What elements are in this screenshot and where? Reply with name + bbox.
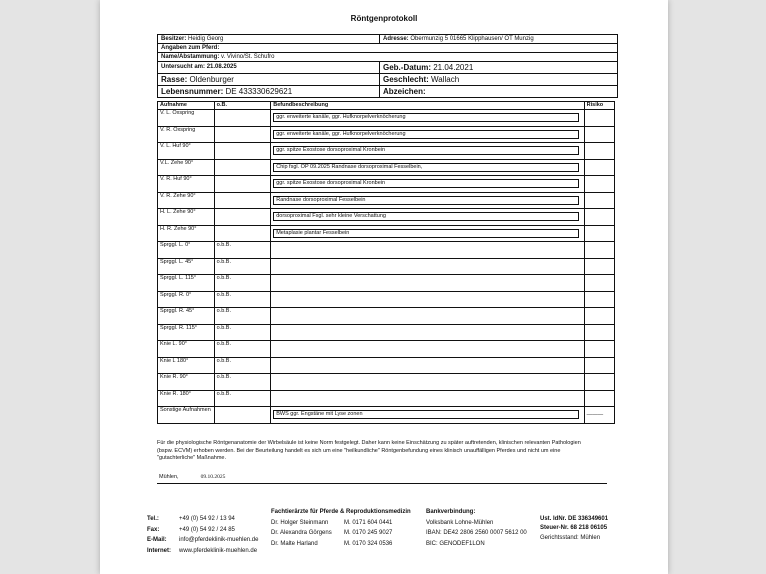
exam-date-value: 21.08.2025 [206, 64, 237, 70]
table-row [158, 159, 615, 176]
table-row [158, 341, 615, 358]
cell-risiko [584, 110, 614, 127]
horse-section-label: Angaben zum Pferd: [161, 45, 220, 51]
cell-ob [214, 407, 271, 424]
cell-risiko [584, 242, 614, 259]
cell-befund [271, 192, 584, 209]
cell-risiko [584, 291, 614, 308]
col-header-ob: o.B. [214, 102, 271, 110]
cell-aufnahme: Sprggl. R. 0° [158, 291, 215, 308]
cell-ob [214, 176, 271, 193]
table-row [158, 390, 615, 407]
owner-value: Heidig Georg [188, 36, 224, 42]
signature-rule [157, 483, 607, 484]
findings-table [157, 101, 615, 424]
birth-value: 21.04.2021 [433, 63, 474, 72]
cell-aufnahme: Sonstige Aufnahmen [158, 407, 215, 424]
cell-risiko [584, 341, 614, 358]
breed-field: Rasse: Oldenburger [158, 74, 380, 85]
cell-risiko [584, 159, 614, 176]
sex-value: Wallach [431, 75, 460, 84]
cell-ob: o.b.B. [214, 357, 271, 374]
cell-ob: o.b.B. [214, 341, 271, 358]
table-header-row [158, 102, 615, 110]
website-link[interactable]: www.pferdeklinik-muehlen.de [179, 547, 258, 554]
cell-ob [214, 192, 271, 209]
table-row [158, 242, 615, 259]
cell-aufnahme: V. R. Huf 90° [158, 176, 215, 193]
life-number-value: DE 433330629621 [225, 87, 293, 96]
cell-risiko [584, 324, 614, 341]
cell-befund [271, 291, 584, 308]
cell-risiko [584, 209, 614, 226]
cell-befund [271, 159, 584, 176]
phone-value: +49 (0) 54 92 / 13 94 [179, 516, 235, 522]
cell-ob [214, 110, 271, 127]
cell-ob: o.b.B. [214, 242, 271, 259]
cell-aufnahme: Sprggl. L. 115° [158, 275, 215, 292]
cell-befund [271, 357, 584, 374]
cell-aufnahme: Knie R. 180° [158, 390, 215, 407]
finding-text: dorsoproximal Fsgl. sehr kleine Verschattung [273, 212, 579, 221]
cell-aufnahme: Sprggl. R. 45° [158, 308, 215, 325]
sex-field: Geschlecht: Wallach [383, 75, 460, 84]
cell-aufnahme: V. R. Oxspring [158, 126, 215, 143]
court-text: Gerichtsstand: Mühlen [540, 534, 601, 541]
table-row [158, 374, 615, 391]
address-value: Obermunzig 5 01665 Klipphausen/ OT Munzig [410, 36, 534, 42]
cell-ob: o.b.B. [214, 275, 271, 292]
cell-befund [271, 275, 584, 292]
cell-aufnahme: H. L. Zehe 90° [158, 209, 215, 226]
table-row [158, 324, 615, 341]
markings-field: Abzeichen: [383, 87, 426, 96]
cell-ob: o.b.B. [214, 324, 271, 341]
vets-block: Fachtierärzte für Pferde & Reproduktionsmedizin Dr. Holger Steinmann M. 0171 604 0441 Dr. Alexandra Görgens M. 0170 245 9027 Dr. Malte Harland M. 0170 324 0536 [271, 509, 411, 547]
table-row [158, 126, 615, 143]
cell-befund [271, 242, 584, 259]
cell-ob [214, 126, 271, 143]
cell-aufnahme: V. R. Zehe 90° [158, 192, 215, 209]
cell-befund [271, 176, 584, 193]
signature-date: 09.10.2025 [200, 474, 226, 480]
table-row [158, 176, 615, 193]
col-header-aufnahme: Aufnahme [158, 102, 215, 110]
address-field: Adresse: Obermunzig 5 01665 Klipphausen/ OT Munzig [383, 36, 534, 42]
finding-text: Chip fsgl. OP 09.2025 Randnase dorsoproximal Fesselbein, [273, 163, 579, 172]
cell-befund [271, 110, 584, 127]
cell-befund [271, 225, 584, 242]
exam-date-field: Untersucht am: 21.08.2025 [158, 62, 380, 73]
cell-ob: o.b.B. [214, 390, 271, 407]
finding-text: ggr. spitze Exostose dorsoproximal Kronbein [273, 179, 579, 188]
cell-risiko [584, 192, 614, 209]
cell-risiko [584, 357, 614, 374]
table-row [158, 275, 615, 292]
cell-risiko: ——— [584, 407, 614, 424]
cell-befund [271, 407, 584, 424]
cell-befund [271, 324, 584, 341]
cell-aufnahme: H. R. Zehe 90° [158, 225, 215, 242]
cell-aufnahme: Knie L 180° [158, 357, 215, 374]
cell-risiko [584, 308, 614, 325]
cell-ob: o.b.B. [214, 258, 271, 275]
cell-risiko [584, 390, 614, 407]
finding-text: Randnase dorsoproximal Fesselbein [273, 196, 579, 205]
name-value: v. Vivino/St. Schufro [221, 54, 275, 60]
tax-block: Ust. IdNr. DE 336349601 Steuer-Nr. 68 218 06105 Gerichtsstand: Mühlen [540, 514, 608, 543]
finding-text: ggr. erweiterte kanäle, ggr. Hufknorpelverknöcherung [273, 130, 579, 139]
signature-place: Mühlen, [159, 474, 179, 480]
document-title: Röntgenprotokoll [350, 14, 418, 23]
cell-befund [271, 341, 584, 358]
cell-risiko [584, 176, 614, 193]
table-row [158, 357, 615, 374]
table-row [158, 143, 615, 160]
patient-header [157, 34, 618, 98]
cell-ob [214, 209, 271, 226]
finding-text: ggr. erweiterte kanäle, ggr. Hufknorpelverknöcherung [273, 113, 579, 122]
cell-befund [271, 209, 584, 226]
vets-title: Fachtierärzte für Pferde & Reproduktionsmedizin [271, 509, 411, 515]
disclaimer-note: Für die physiologische Röntgenanatomie der Wirbelsäule ist keine Norm festgelegt. Daher kann keine Einschätzung zu später auftretenden, klinischen relevanten Pathologien (bspw. ECVM) erhoben werden. Bei der Beurteilung handelt es sich um eine "heilkundliche" Röntgenbefundung eines klinisch unauffälligen Pferdes und nicht um eine "gutachterliche" Maßnahme. [157, 440, 581, 461]
cell-risiko [584, 126, 614, 143]
cell-risiko [584, 225, 614, 242]
cell-befund [271, 374, 584, 391]
cell-aufnahme: V. L. Oxspring [158, 110, 215, 127]
table-row [158, 225, 615, 242]
col-header-risiko: Risiko [584, 102, 614, 110]
cell-befund [271, 308, 584, 325]
email-link[interactable]: info@pferdeklinik-muehlen.de [179, 537, 259, 543]
cell-ob [214, 159, 271, 176]
cell-aufnahme: Sprggl. R. 115° [158, 324, 215, 341]
finding-text: ggr. spitze Exostose dorsoproximal Kronbein [273, 146, 579, 155]
table-row [158, 209, 615, 226]
cell-befund [271, 143, 584, 160]
table-row [158, 110, 615, 127]
life-number-field: Lebensnummer: DE 433330629621 [158, 86, 380, 97]
finding-text: BWS ggr. Engstäne mit Lyse zonen [273, 410, 579, 419]
cell-ob: o.b.B. [214, 308, 271, 325]
cell-befund [271, 126, 584, 143]
cell-aufnahme: Sprggl. L. 0° [158, 242, 215, 259]
cell-risiko [584, 143, 614, 160]
contact-values [179, 514, 258, 556]
bank-title: Bankverbindung: [426, 509, 476, 515]
cell-risiko [584, 275, 614, 292]
contact-labels: Tel.: Fax: E-Mail: Internet: [147, 516, 171, 554]
bank-block: Bankverbindung: Volksbank Lohne-Mühlen IBAN: DE42 2806 2560 0007 5612 00 BIC: GENODEF1LON [426, 509, 527, 547]
name-field: Name/Abstammung: v. Vivino/St. Schufro [161, 54, 275, 60]
table-row [158, 308, 615, 325]
cell-ob [214, 143, 271, 160]
fax-value: +49 (0) 54 92 / 24 85 [179, 526, 235, 533]
cell-aufnahme: V.L. Zehe 90° [158, 159, 215, 176]
breed-value: Oldenburger [189, 75, 234, 84]
col-header-befund: Befundbeschreibung [271, 102, 584, 110]
cell-ob: o.b.B. [214, 291, 271, 308]
cell-aufnahme: V. L. Huf 90° [158, 143, 215, 160]
cell-risiko [584, 374, 614, 391]
birth-field: Geb.-Datum: 21.04.2021 [383, 63, 474, 72]
table-row [158, 192, 615, 209]
cell-risiko [584, 258, 614, 275]
cell-befund [271, 258, 584, 275]
cell-aufnahme: Sprggl. L. 45° [158, 258, 215, 275]
cell-aufnahme: Knie R. 90° [158, 374, 215, 391]
finding-text: Metaplasie plantar Fesselbein [273, 229, 579, 238]
cell-ob: o.b.B. [214, 374, 271, 391]
cell-ob [214, 225, 271, 242]
cell-befund [271, 390, 584, 407]
table-row [158, 407, 615, 424]
cell-aufnahme: Knie L. 90° [158, 341, 215, 358]
table-row [158, 291, 615, 308]
document-page [100, 0, 668, 574]
owner-field: Besitzer: Heidig Georg [158, 35, 380, 43]
signature-line [159, 474, 225, 480]
table-row [158, 258, 615, 275]
